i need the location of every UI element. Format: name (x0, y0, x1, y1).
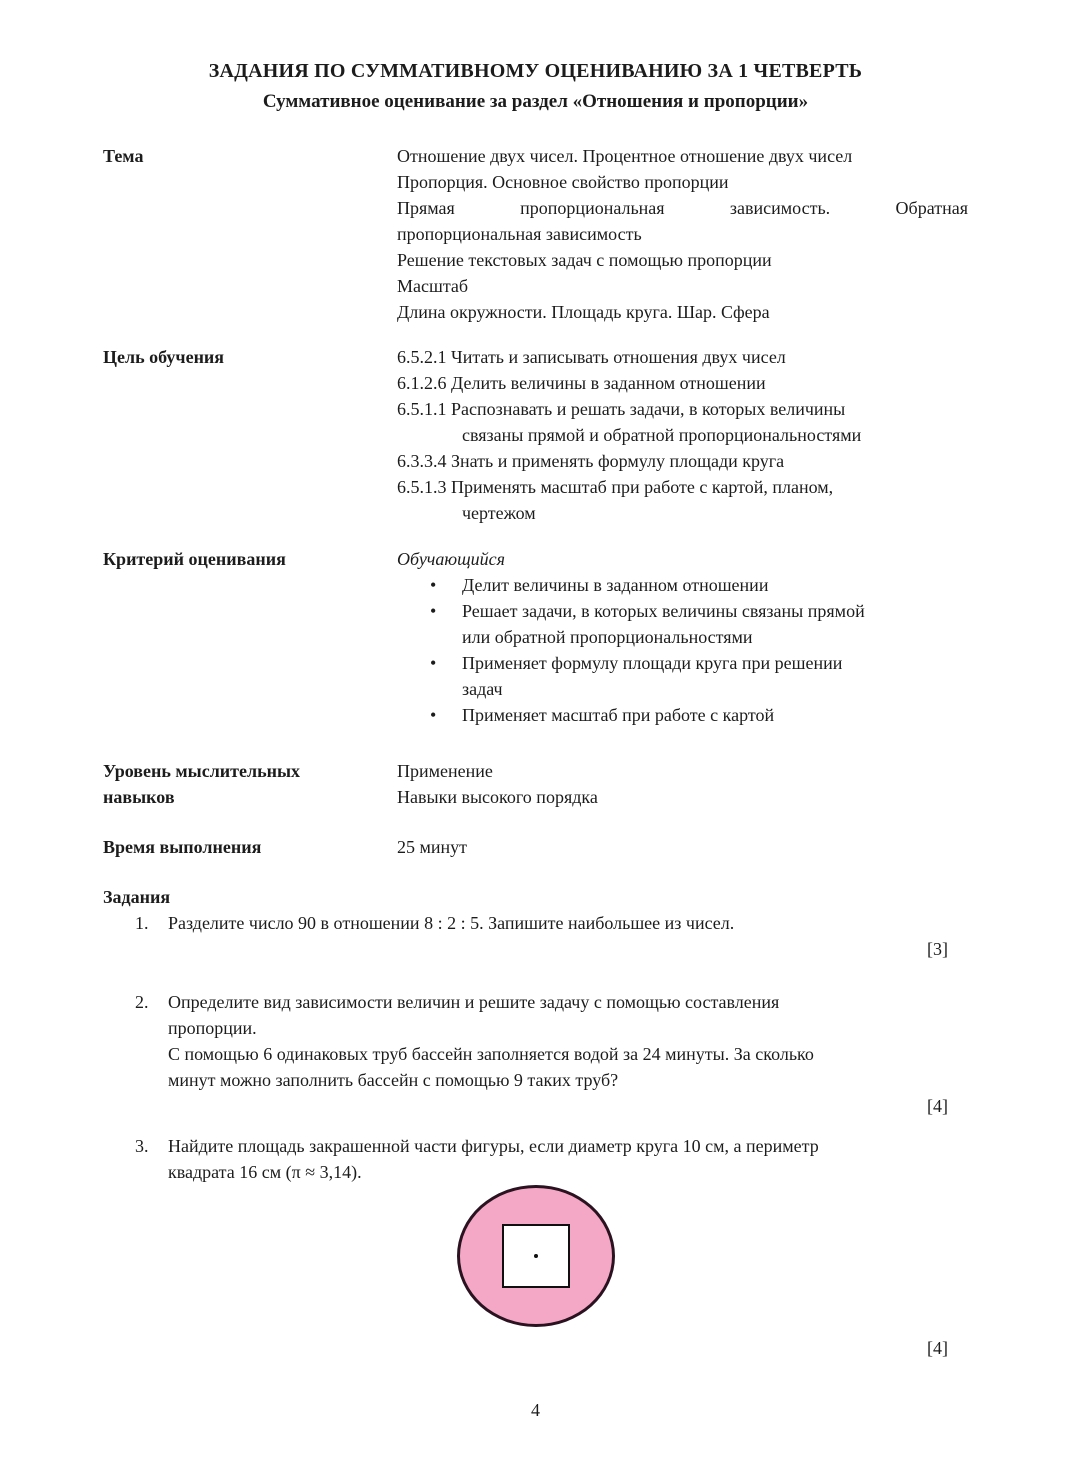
row-label-tema: Тема (103, 146, 144, 166)
bullet-text-line: Применяет формулу площади круга при решении (462, 653, 843, 673)
criteria-bullet-list (397, 572, 968, 728)
bullet-item (397, 650, 968, 702)
row-label-criteria: Критерий оценивания (103, 549, 286, 569)
bullet-icon: • (430, 575, 437, 595)
bullet-item (397, 598, 968, 650)
tema-line: Пропорция. Основное свойство пропорции (397, 172, 729, 192)
tema-line: пропорциональная зависимость (397, 224, 642, 244)
bullet-text-line: Делит величины в заданном отношении (462, 575, 769, 595)
row-label-objectives: Цель обучения (103, 347, 225, 367)
center-dot-icon (534, 1254, 538, 1258)
bullet-text-line: Решает задачи, в которых величины связаны прямой (462, 601, 865, 621)
objective-line: 6.5.2.1 Читать и записывать отношения двух чисел (397, 347, 786, 367)
bullet-item (397, 572, 968, 598)
page-title: ЗАДАНИЯ ПО СУММАТИВНОМУ ОЦЕНИВАНИЮ ЗА 1 ЧЕТВЕРТЬ (208, 60, 863, 82)
row-value-criteria (397, 546, 968, 728)
skills-line: Навыки высокого порядка (397, 787, 598, 807)
bullet-text-line: задач (462, 679, 503, 699)
marks-badge-task-1: [3] (927, 939, 948, 959)
task-number: 1. (135, 913, 149, 933)
row-value-tema (397, 143, 968, 325)
tema-line: Прямая пропорциональная зависимость. Обратная (397, 198, 968, 218)
objective-line-continuation: связаны прямой и обратной пропорциональностями (462, 425, 862, 445)
info-row-skills (103, 758, 968, 810)
tema-line: Масштаб (397, 276, 469, 296)
bullet-item (397, 702, 968, 728)
task-text-line: Разделите число 90 в отношении 8 : 2 : 5. Запишите наибольшее из чисел. (168, 913, 735, 933)
shaded-circle-shape (457, 1185, 615, 1327)
objective-line: 6.5.1.3 Применять масштаб при работе с картой, планом, (397, 477, 834, 497)
info-row-criteria (103, 546, 968, 728)
task-number: 2. (135, 992, 149, 1012)
tema-line: Отношение двух чисел. Процентное отношение двух чисел (397, 146, 853, 166)
task-item-3 (103, 1133, 968, 1185)
objective-line: 6.3.3.4 Знать и применять формулу площади круга (397, 451, 785, 471)
task-text-line: квадрата 16 см (π ≈ 3,14). (168, 1162, 362, 1182)
task-text-line: пропорции. (168, 1018, 257, 1038)
task-number: 3. (135, 1136, 149, 1156)
tasks-heading: Задания (103, 887, 171, 907)
inscribed-square-shape (502, 1224, 570, 1288)
skills-line: Применение (397, 761, 493, 781)
tema-line: Решение текстовых задач с помощью пропорции (397, 250, 772, 270)
task-text-line: минут можно заполнить бассейн с помощью 9 таких труб? (168, 1070, 619, 1090)
task-3-figure (103, 1185, 968, 1327)
row-value-time (397, 834, 968, 860)
tema-line: Длина окружности. Площадь круга. Шар. Сфера (397, 302, 770, 322)
info-row-tema (103, 143, 968, 325)
row-label-skills: Уровень мыслительных навыков (103, 761, 301, 807)
bullet-icon: • (430, 705, 437, 725)
info-row-objectives (103, 344, 968, 526)
task-text-line: Найдите площадь закрашенной части фигуры, если диаметр круга 10 см, а периметр (168, 1136, 819, 1156)
bullet-text-line: или обратной пропорциональностями (462, 627, 753, 647)
bullet-text-line: Применяет масштаб при работе с картой (462, 705, 775, 725)
info-row-time (103, 834, 968, 860)
page-number: 4 (531, 1400, 540, 1420)
objective-line: 6.1.2.6 Делить величины в заданном отношении (397, 373, 766, 393)
time-value: 25 минут (397, 837, 468, 857)
marks-badge-task-3: [4] (927, 1338, 948, 1358)
page-subtitle: Суммативное оценивание за раздел «Отношения и пропорции» (262, 91, 809, 112)
objective-line: 6.5.1.1 Распознавать и решать задачи, в которых величины (397, 399, 846, 419)
task-text-line: С помощью 6 одинаковых труб бассейн заполняется водой за 24 минуты. За сколько (168, 1044, 814, 1064)
row-label-time: Время выполнения (103, 837, 262, 857)
bullet-icon: • (430, 653, 437, 673)
task-item-2 (103, 989, 968, 1093)
criteria-subject: Обучающийся (397, 549, 506, 569)
bullet-icon: • (430, 601, 437, 621)
row-value-skills (397, 758, 968, 810)
objective-line-continuation: чертежом (462, 503, 536, 523)
task-text-line: Определите вид зависимости величин и решите задачу с помощью составления (168, 992, 780, 1012)
row-value-objectives (397, 344, 968, 526)
task-item-1 (103, 910, 968, 936)
marks-badge-task-2: [4] (927, 1096, 948, 1116)
